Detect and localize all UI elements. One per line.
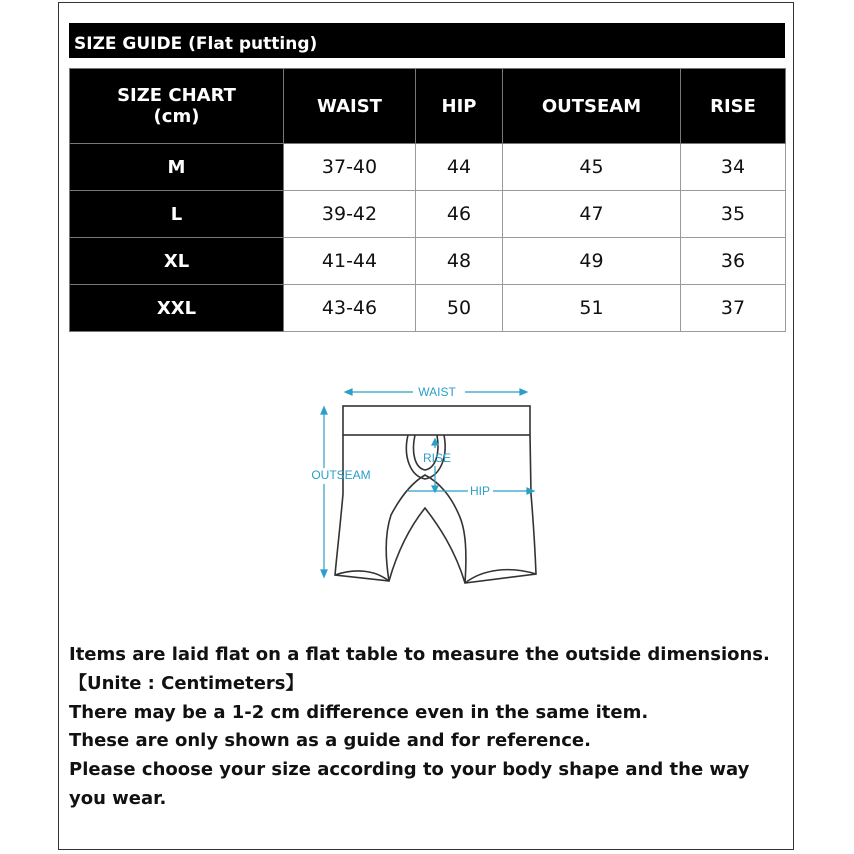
rise-cell: 35 — [681, 191, 786, 238]
measurement-labels — [311, 385, 490, 498]
waist-cell: 39-42 — [284, 191, 416, 238]
rise-cell: 36 — [681, 238, 786, 285]
hip-cell: 48 — [416, 238, 503, 285]
waist-cell: 37-40 — [284, 144, 416, 191]
hip-cell: 44 — [416, 144, 503, 191]
shorts-measurement-diagram — [305, 378, 555, 598]
note-unit: 【Unite : Centimeters】 — [69, 672, 304, 694]
size-chart-header — [70, 69, 284, 144]
size-chart-table — [69, 68, 786, 332]
waist-label: WAIST — [418, 385, 456, 399]
column-header-rise: RISE — [681, 69, 786, 144]
row-size-label: XL — [70, 238, 284, 285]
measurement-notes — [69, 641, 785, 814]
outseam-cell: 49 — [503, 238, 681, 285]
hip-label: HIP — [469, 484, 491, 498]
size-chart-header-unit: (cm) — [153, 106, 200, 127]
outseam-label: OUTSEAM — [311, 468, 371, 482]
rise-label: RISE — [422, 451, 452, 465]
column-header-waist: WAIST — [284, 69, 416, 144]
table-row — [70, 144, 786, 191]
measurement-arrows — [321, 389, 534, 577]
column-header-hip: HIP — [416, 69, 503, 144]
size-guide-title: SIZE GUIDE (Flat putting) — [69, 23, 785, 58]
table-row — [70, 285, 786, 332]
outseam-cell: 45 — [503, 144, 681, 191]
column-header-outseam: OUTSEAM — [503, 69, 681, 144]
waist-cell: 41-44 — [284, 238, 416, 285]
rise-cell: 34 — [681, 144, 786, 191]
row-size-label: M — [70, 144, 284, 191]
table-header-row — [70, 69, 786, 144]
table-row — [70, 238, 786, 285]
outseam-cell: 51 — [503, 285, 681, 332]
note-difference: There may be a 1-2 cm difference even in the same item. — [69, 701, 649, 723]
row-size-label: L — [70, 191, 284, 238]
waist-cell: 43-46 — [284, 285, 416, 332]
row-size-label: XXL — [70, 285, 284, 332]
hip-cell: 46 — [416, 191, 503, 238]
note-measure-method: Items are laid flat on a flat table to measure the outside dimensions. — [69, 644, 770, 665]
table-row — [70, 191, 786, 238]
hip-cell: 50 — [416, 285, 503, 332]
note-guide: These are only shown as a guide and for reference. — [69, 730, 591, 752]
rise-cell: 37 — [681, 285, 786, 332]
outseam-cell: 47 — [503, 191, 681, 238]
size-chart-header-label: SIZE CHART — [117, 85, 236, 106]
shorts-outline — [335, 406, 536, 583]
note-choose-size: Please choose your size according to your body shape and the way you wear. — [69, 759, 750, 809]
